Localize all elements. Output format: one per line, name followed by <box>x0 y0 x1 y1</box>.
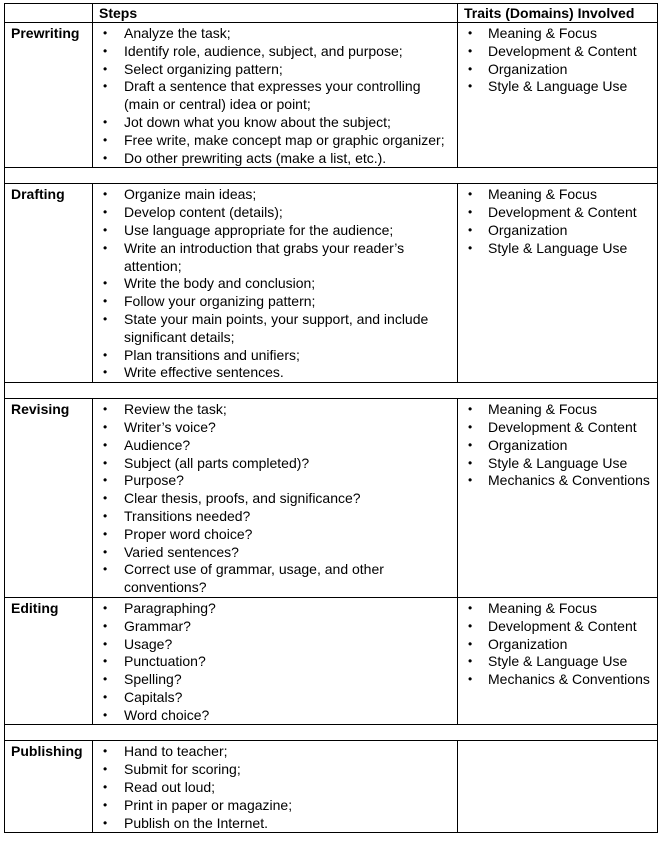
step-item: • Grammar? <box>93 618 453 636</box>
step-item: • Purpose? <box>93 472 453 490</box>
steps-cell <box>93 23 458 168</box>
step-item: • Write an introduction that grabs your reader’s attention; <box>93 240 453 276</box>
traits-list <box>458 23 657 96</box>
step-item: • Transitions needed? <box>93 508 453 526</box>
writing-process-table <box>4 3 658 833</box>
step-item: • Clear thesis, proofs, and significance? <box>93 490 453 508</box>
trait-item: • Organization <box>458 636 653 654</box>
stage-row-prewriting <box>5 23 658 168</box>
trait-item: • Style & Language Use <box>458 455 653 473</box>
trait-item: • Style & Language Use <box>458 78 653 96</box>
steps-cell <box>93 597 458 725</box>
stage-row-revising <box>5 399 658 598</box>
step-item: • Plan transitions and unifiers; <box>93 347 453 365</box>
step-item: • Analyze the task; <box>93 25 453 43</box>
step-item: • Hand to teacher; <box>93 743 453 761</box>
spacer-row <box>5 725 658 741</box>
step-item: • Usage? <box>93 636 453 654</box>
step-item: • Capitals? <box>93 689 453 707</box>
step-item: • Submit for scoring; <box>93 761 453 779</box>
step-item: • Punctuation? <box>93 653 453 671</box>
step-item: • Write the body and conclusion; <box>93 275 453 293</box>
trait-item: • Meaning & Focus <box>458 600 653 618</box>
trait-item: • Organization <box>458 61 653 79</box>
step-item: • Review the task; <box>93 401 453 419</box>
stage-row-drafting <box>5 184 658 383</box>
step-item: • Write effective sentences. <box>93 364 453 382</box>
spacer-cell <box>5 725 658 741</box>
header-steps: Steps <box>93 4 458 23</box>
traits-list <box>458 399 657 490</box>
traits-list <box>458 184 657 257</box>
steps-list <box>93 598 457 725</box>
steps-list <box>93 184 457 382</box>
steps-cell <box>93 184 458 383</box>
step-item: • Identify role, audience, subject, and purpose; <box>93 43 453 61</box>
step-item: • Correct use of grammar, usage, and other conventions? <box>93 561 453 597</box>
step-item: • Proper word choice? <box>93 526 453 544</box>
step-item: • Draft a sentence that expresses your controlling (main or central) idea or point; <box>93 78 453 114</box>
step-item: • Select organizing pattern; <box>93 61 453 79</box>
header-row <box>5 4 658 23</box>
steps-list <box>93 741 457 832</box>
trait-item: • Organization <box>458 437 653 455</box>
step-item: • Free write, make concept map or graphic organizer; <box>93 132 453 150</box>
spacer-cell <box>5 383 658 399</box>
step-item: • Subject (all parts completed)? <box>93 455 453 473</box>
trait-item: • Meaning & Focus <box>458 25 653 43</box>
traits-cell <box>458 741 658 833</box>
stage-name: Publishing <box>5 741 93 833</box>
step-item: • Paragraphing? <box>93 600 453 618</box>
trait-item: • Organization <box>458 222 653 240</box>
trait-item: • Development & Content <box>458 43 653 61</box>
spacer-row <box>5 168 658 184</box>
stage-name: Prewriting <box>5 23 93 168</box>
stage-name: Revising <box>5 399 93 598</box>
trait-item: • Style & Language Use <box>458 653 653 671</box>
step-item: • Writer’s voice? <box>93 419 453 437</box>
step-item: • Develop content (details); <box>93 204 453 222</box>
trait-item: • Development & Content <box>458 204 653 222</box>
step-item: • Organize main ideas; <box>93 186 453 204</box>
step-item: • State your main points, your support, and include significant details; <box>93 311 453 347</box>
stage-row-publishing <box>5 741 658 833</box>
table-body <box>5 23 658 833</box>
trait-item: • Meaning & Focus <box>458 186 653 204</box>
step-item: • Audience? <box>93 437 453 455</box>
step-item: • Use language appropriate for the audience; <box>93 222 453 240</box>
steps-cell <box>93 741 458 833</box>
trait-item: • Meaning & Focus <box>458 401 653 419</box>
step-item: • Word choice? <box>93 707 453 725</box>
trait-item: • Style & Language Use <box>458 240 653 258</box>
traits-cell <box>458 597 658 725</box>
spacer-cell <box>5 168 658 184</box>
traits-list <box>458 598 657 689</box>
steps-list <box>93 399 457 597</box>
stage-name: Editing <box>5 597 93 725</box>
step-item: • Do other prewriting acts (make a list, etc.). <box>93 150 453 168</box>
header-stage <box>5 4 93 23</box>
step-item: • Spelling? <box>93 671 453 689</box>
step-item: • Read out loud; <box>93 779 453 797</box>
traits-cell <box>458 23 658 168</box>
trait-item: • Mechanics & Conventions <box>458 472 653 490</box>
steps-list <box>93 23 457 167</box>
traits-cell <box>458 399 658 598</box>
header-traits: Traits (Domains) Involved <box>458 4 658 23</box>
step-item: • Follow your organizing pattern; <box>93 293 453 311</box>
trait-item: • Development & Content <box>458 618 653 636</box>
step-item: • Print in paper or magazine; <box>93 797 453 815</box>
trait-item: • Development & Content <box>458 419 653 437</box>
stage-name: Drafting <box>5 184 93 383</box>
steps-cell <box>93 399 458 598</box>
step-item: • Jot down what you know about the subject; <box>93 114 453 132</box>
stage-row-editing <box>5 597 658 725</box>
spacer-row <box>5 383 658 399</box>
traits-cell <box>458 184 658 383</box>
step-item: • Varied sentences? <box>93 544 453 562</box>
traits-list <box>458 741 657 743</box>
trait-item: • Mechanics & Conventions <box>458 671 653 689</box>
step-item: • Publish on the Internet. <box>93 815 453 833</box>
